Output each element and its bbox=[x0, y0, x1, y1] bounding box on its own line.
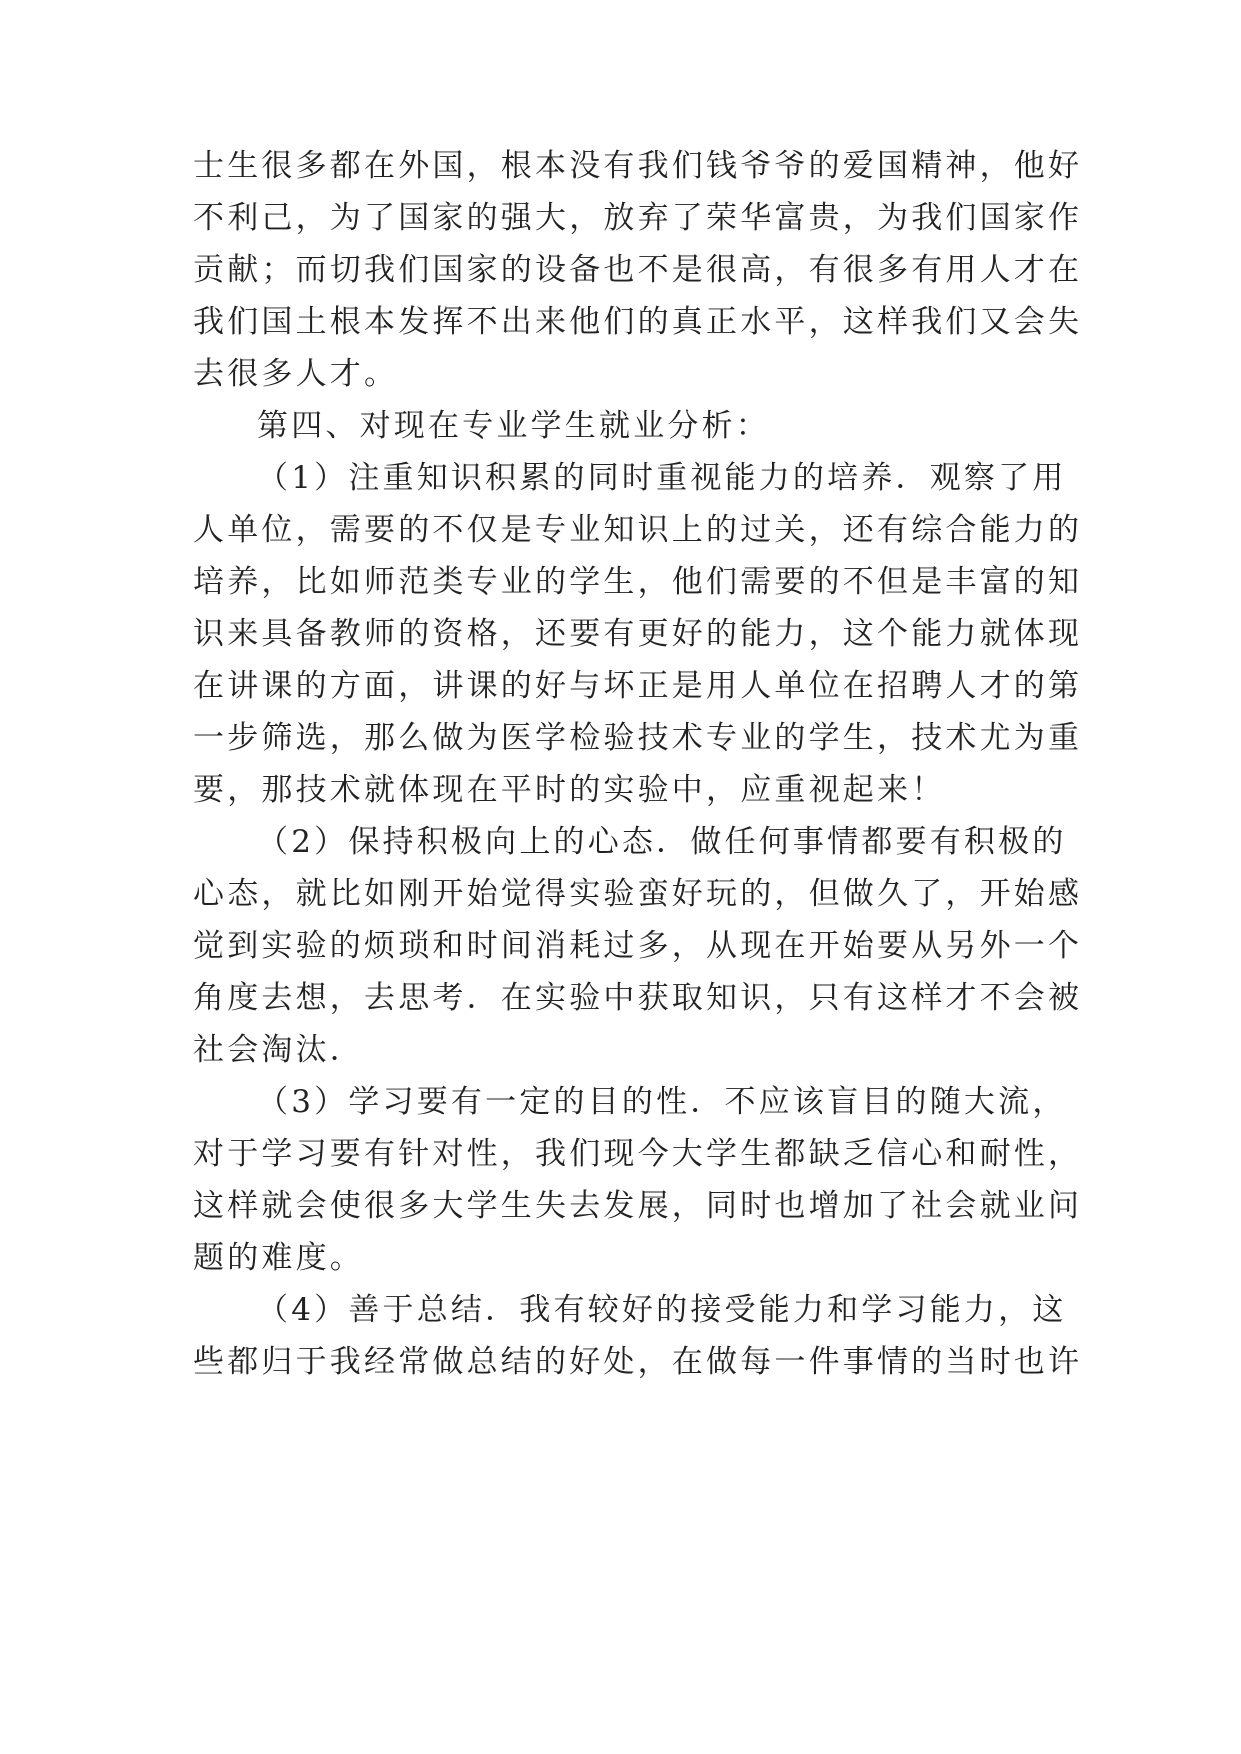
text-line: 题的难度。 bbox=[193, 1240, 364, 1276]
text-line: 我们国土根本发挥不出来他们的真正水平，这样我们又会失 bbox=[193, 304, 1083, 340]
text-line: 对于学习要有针对性，我们现今大学生都缺乏信心和耐性， bbox=[193, 1136, 1083, 1172]
text-line: 要，那技术就体现在平时的实验中，应重视起来！ bbox=[193, 772, 946, 808]
text-line: 识来具备教师的资格，还要有更好的能力，这个能力就体现 bbox=[193, 616, 1083, 652]
text-line: 在讲课的方面，讲课的好与坏正是用人单位在招聘人才的第 bbox=[193, 668, 1083, 704]
text-line: 人单位，需要的不仅是专业知识上的过关，还有综合能力的 bbox=[193, 512, 1083, 548]
text-line: （3）学习要有一定的目的性．不应该盲目的随大流， bbox=[257, 1084, 1067, 1120]
text-line: （4）善于总结．我有较好的接受能力和学习能力，这 bbox=[257, 1292, 1067, 1328]
text-line: （2）保持积极向上的心态．做任何事情都要有积极的 bbox=[257, 824, 1067, 860]
text-line: 些都归于我经常做总结的好处，在做每一件事情的当时也许 bbox=[193, 1344, 1083, 1380]
text-line: 一步筛选，那么做为医学检验技术专业的学生，技术尤为重 bbox=[193, 720, 1083, 756]
text-line: 角度去想，去思考．在实验中获取知识，只有这样才不会被 bbox=[193, 980, 1083, 1016]
text-line: 培养，比如师范类专业的学生，他们需要的不但是丰富的知 bbox=[193, 564, 1083, 600]
text-line: 觉到实验的烦琐和时间消耗过多，从现在开始要从另外一个 bbox=[193, 928, 1083, 964]
text-line: 这样就会使很多大学生失去发展，同时也增加了社会就业问 bbox=[193, 1188, 1083, 1224]
text-line: 不利己，为了国家的强大，放弃了荣华富贵，为我们国家作 bbox=[193, 200, 1083, 236]
section-heading: 第四、对现在专业学生就业分析： bbox=[257, 408, 770, 444]
text-line: （1）注重知识积累的同时重视能力的培养．观察了用 bbox=[257, 460, 1067, 496]
text-line: 去很多人才。 bbox=[193, 356, 399, 392]
text-line: 士生很多都在外国，根本没有我们钱爷爷的爱国精神，他好 bbox=[193, 148, 1083, 184]
text-line: 贡献；而切我们国家的设备也不是很高，有很多有用人才在 bbox=[193, 252, 1083, 288]
text-line: 心态，就比如刚开始觉得实验蛮好玩的，但做久了，开始感 bbox=[193, 876, 1083, 912]
text-line: 社会淘汰． bbox=[193, 1032, 364, 1068]
